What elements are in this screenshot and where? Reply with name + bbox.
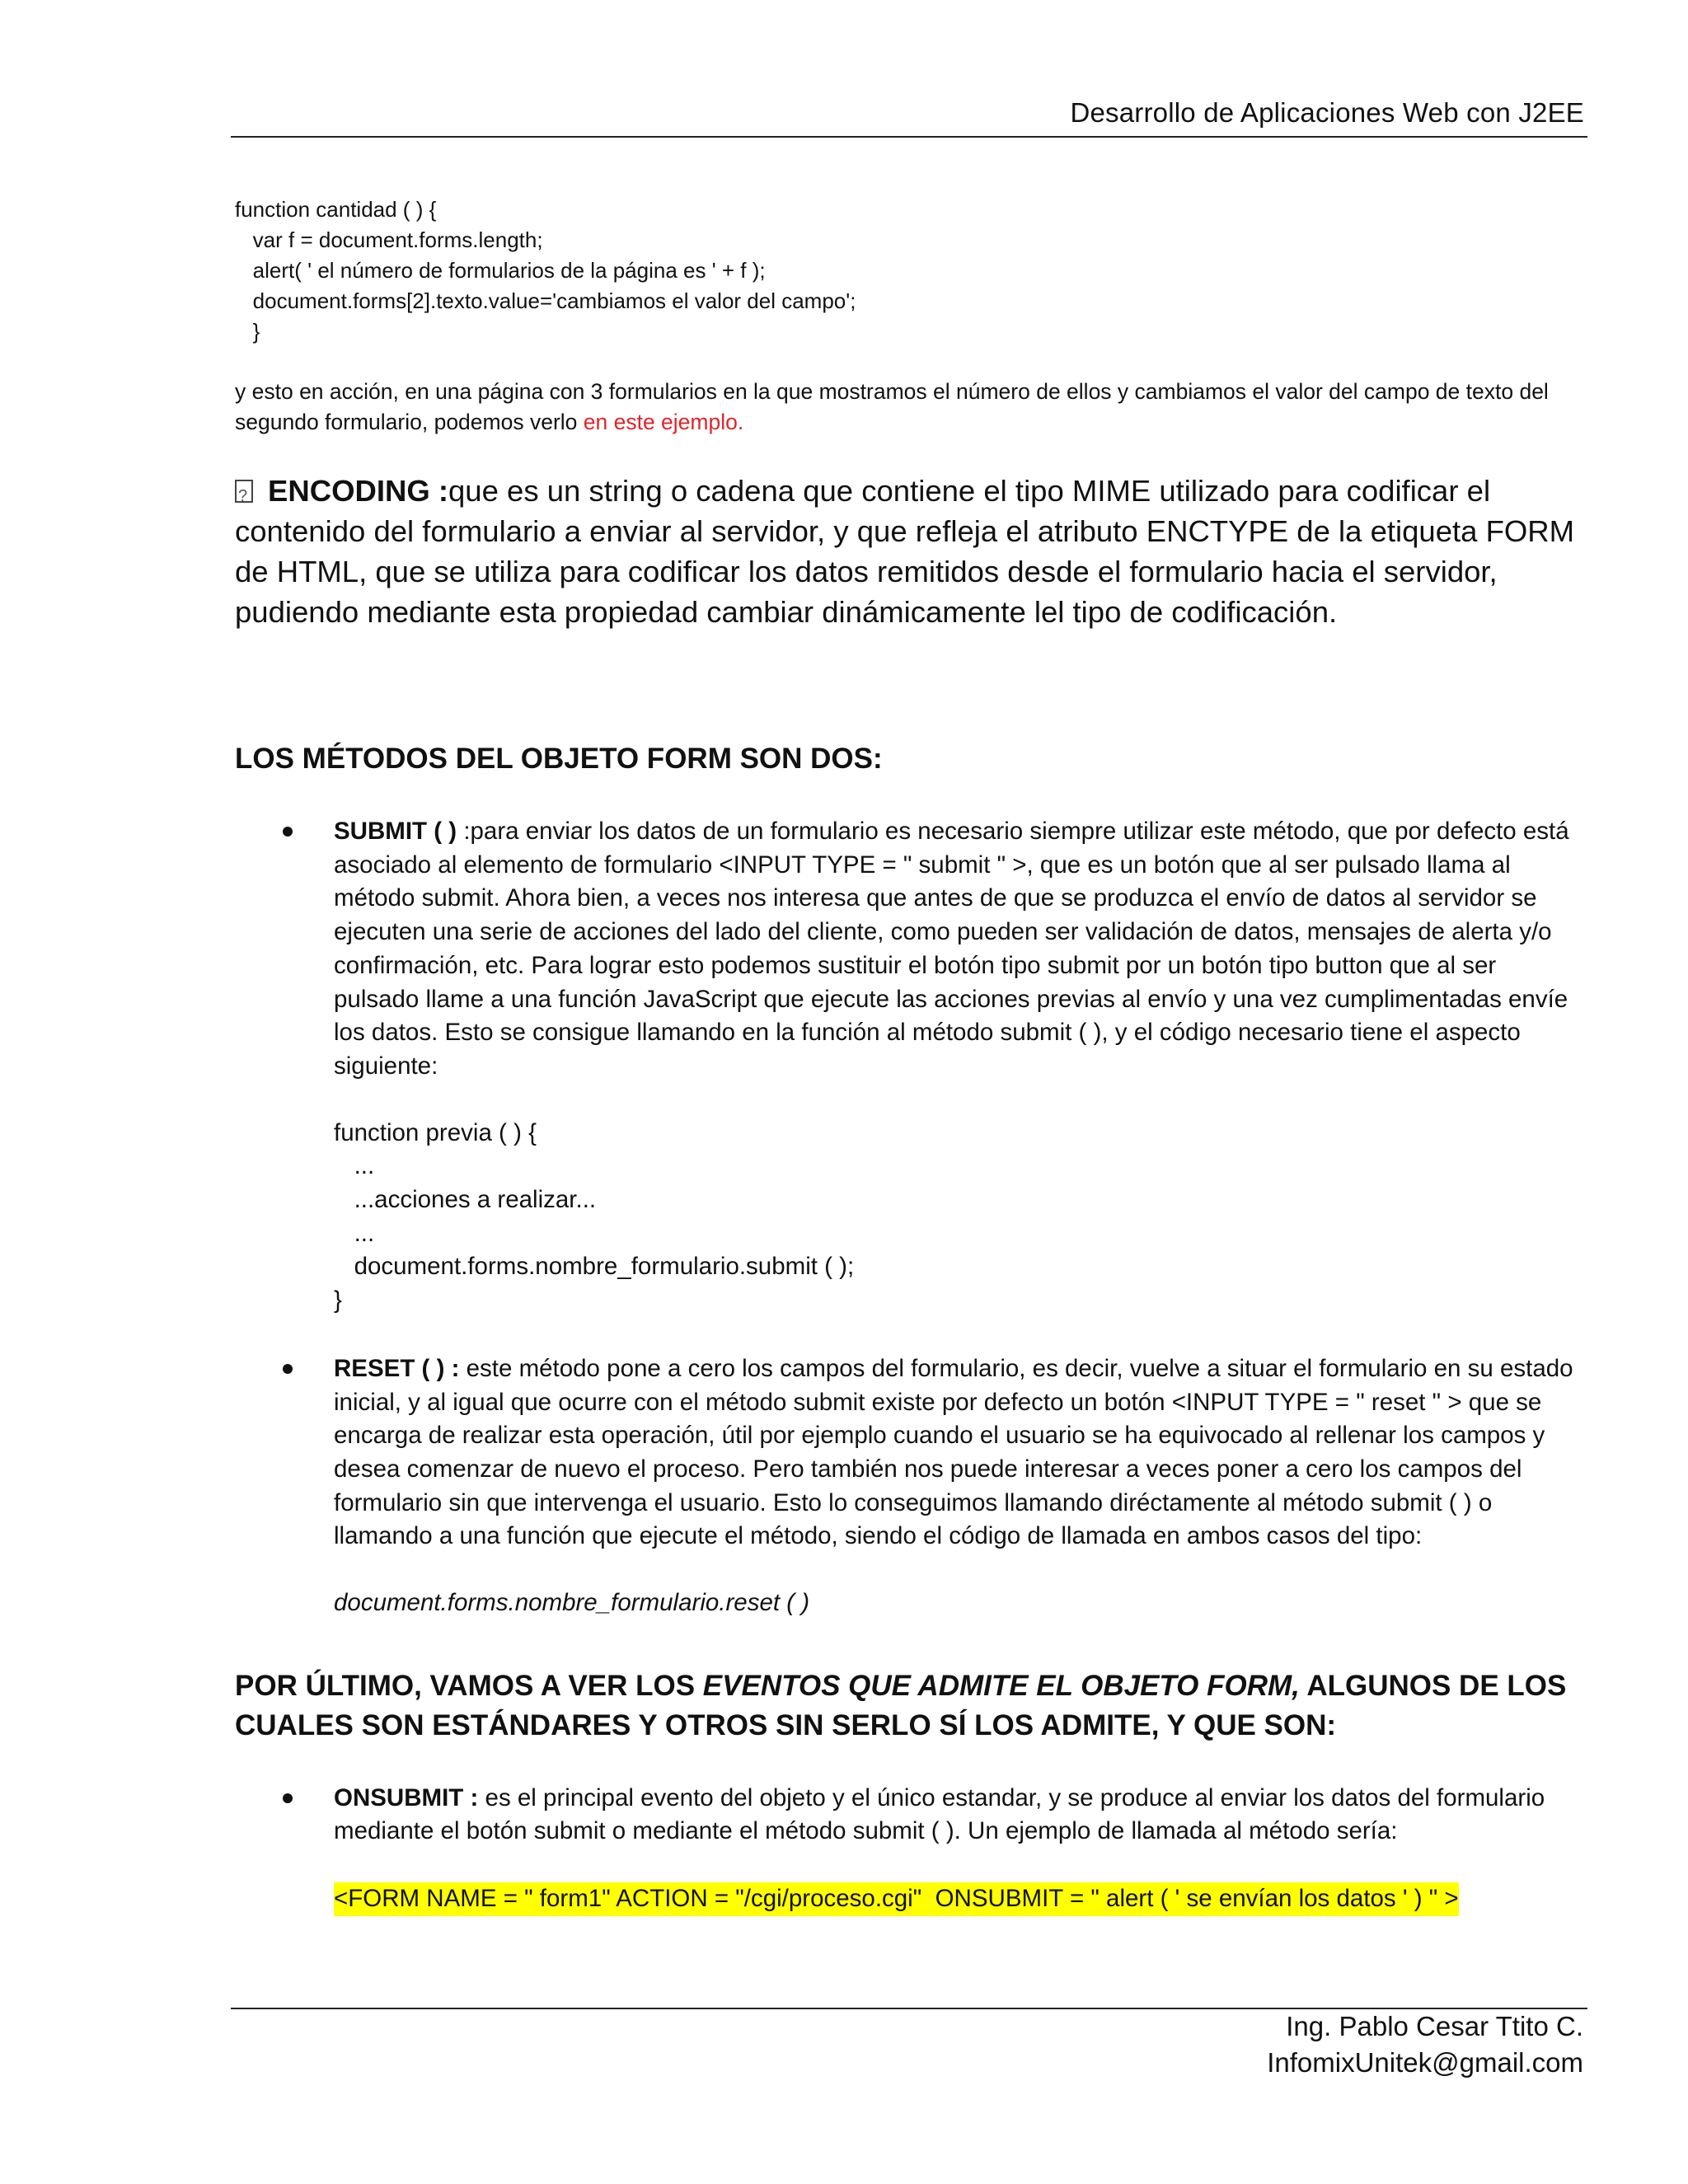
events-heading-part2: ALGUNOS DE LOS CUALES SON ESTÁNDARES Y OTROS SIN SERLO SÍ LOS ADMITE, Y QUE SON: <box>235 1669 1567 1741</box>
bullet-icon <box>283 827 293 837</box>
onsubmit-label: ONSUBMIT : <box>334 1783 479 1811</box>
bullet-icon <box>283 1793 293 1803</box>
list-item-onsubmit <box>235 1782 1587 1916</box>
events-list <box>235 1782 1587 1916</box>
code-reset: document.forms.nombre_formulario.reset ( ) <box>334 1589 810 1617</box>
page-content <box>235 194 1587 1916</box>
footer-email: InfomixUnitek@gmail.com <box>1267 2047 1583 2078</box>
footer-author: Ing. Pablo Cesar Ttito C. <box>1286 2011 1583 2041</box>
reset-label: RESET ( ) : <box>334 1354 460 1382</box>
footer-divider <box>231 2008 1587 2009</box>
intro-text: y esto en acción, en una página con 3 formularios en la que mostramos el número de ellos y cambiamos el valor del campo de texto del segundo formulario, podemos verlo <box>235 379 1549 434</box>
submit-paragraph <box>334 815 1587 1084</box>
missing-glyph-icon <box>235 480 253 503</box>
onsubmit-code-highlight: <FORM NAME = " form1" ACTION = "/cgi/proceso.cgi" ONSUBMIT = " alert ( ' se envían los datos ' ) " > <box>334 1882 1459 1916</box>
events-heading-italic: EVENTOS QUE ADMITE EL OBJETO FORM, <box>702 1669 1300 1702</box>
methods-list <box>235 815 1587 1620</box>
list-item-reset <box>235 1352 1587 1620</box>
list-item-submit <box>235 815 1587 1318</box>
header-divider <box>231 136 1587 138</box>
example-link[interactable]: en este ejemplo. <box>583 410 744 434</box>
onsubmit-text: es el principal evento del objeto y el único estandar, y se produce al enviar los datos del formulario mediante el botón submit o mediante el método submit ( ). Un ejemplo de llamada al método sería: <box>334 1783 1545 1845</box>
events-heading <box>235 1666 1587 1746</box>
page-header-title: Desarrollo de Aplicaciones Web con J2EE <box>1070 97 1584 128</box>
encoding-text: que es un string o cadena que contiene el tipo MIME utilizado para codificar el contenido del formulario a enviar al servidor, y que refleja el atributo ENCTYPE de la etiqueta FORM de HTML, que se utiliza para codificar los datos remitidos desde el formulario hacia el servidor, pudiendo mediante esta propiedad cambiar dinámicamente lel tipo de codificación. <box>235 474 1575 629</box>
methods-heading: LOS MÉTODOS DEL OBJETO FORM SON DOS: <box>235 743 883 775</box>
code-previa: function previa ( ) { ... ...acciones a realizar... ... document.forms.nombre_formulario.submit ( ); } <box>334 1118 855 1315</box>
encoding-label: ENCODING : <box>268 474 448 508</box>
events-heading-part1: POR ÚLTIMO, VAMOS A VER LOS <box>235 1669 703 1702</box>
reset-paragraph <box>334 1352 1587 1554</box>
intro-paragraph <box>235 377 1587 438</box>
submit-label: SUBMIT ( ) <box>334 818 457 845</box>
reset-text: este método pone a cero los campos del formulario, es decir, vuelve a situar el formulario en su estado inicial, y al igual que ocurre con el método submit existe por defecto un botón <INPUT TYPE = " reset " > que se encarga de realizar esta operación, útil por ejemplo cuando el usuario se ha equivocado al rellenar los campos y desea comenzar de nuevo el proceso. Pero también nos puede interesar a veces poner a cero los campos del formulario sin que intervenga el usuario. Esto lo conseguimos llamando diréctamente al método submit ( ) o llamando a una función que ejecute el método, siendo el código de llamada en ambos casos del tipo: <box>334 1354 1573 1550</box>
bullet-icon <box>283 1364 293 1374</box>
submit-text: :para enviar los datos de un formulario es necesario siempre utilizar este método, que por defecto está asociado al elemento de formulario <INPUT TYPE = " submit " >, que es un botón que al ser pulsado llama al método submit. Ahora bien, a veces nos interesa que antes de que se produzca el envío de datos al servidor se ejecuten una serie de acciones del lado del cliente, como pueden ser validación de datos, mensajes de alerta y/o confirmación, etc. Para lograr esto podemos sustituir el botón tipo submit por un botón tipo button que al ser pulsado llame a una función JavaScript que ejecute las acciones previas al envío y una vez cumplimentadas envíe los datos. Esto se consigue llamando en la función al método submit ( ), y el código necesario tiene el aspecto siguiente: <box>334 818 1569 1080</box>
encoding-paragraph <box>235 471 1587 632</box>
onsubmit-paragraph <box>334 1782 1587 1849</box>
code-cantidad: function cantidad ( ) { var f = document.forms.length; alert( ' el número de formularios de la página es ' + f ); document.forms[2].texto.value='cambiamos el valor del campo'; } <box>235 197 856 344</box>
